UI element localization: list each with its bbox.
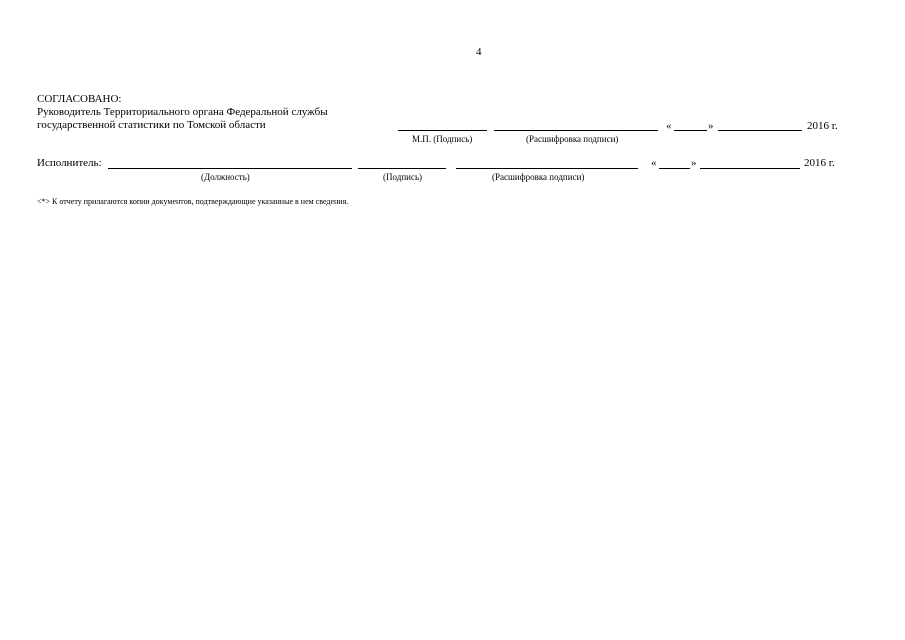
executor-year: 2016 г. [804,157,835,169]
executor-signature-line [358,168,446,169]
executor-date-close-quote: » [691,157,697,169]
executor-position-line [108,168,352,169]
approval-heading: СОГЛАСОВАНО: [37,93,122,105]
executor-position-label: (Должность) [201,172,250,182]
executor-day-line [659,168,690,169]
approver-role-line1: Руководитель Территориального органа Федеральной службы [37,106,328,118]
executor-date-open-quote: « [651,157,657,169]
footnote: <*> К отчету прилагаются копии документов, подтверждающие указанные в нем сведения. [37,197,349,206]
page-number: 4 [476,46,482,58]
executor-label: Исполнитель: [37,157,102,169]
approval-day-line [674,130,707,131]
approval-year: 2016 г. [807,120,838,132]
approver-role-line2: государственной статистики по Томской области [37,119,266,131]
executor-decoding-line [456,168,638,169]
executor-decoding-label: (Расшифровка подписи) [492,172,585,182]
approver-signature-line [398,130,487,131]
approver-mp-signature-label: М.П. (Подпись) [412,134,473,144]
approval-date-open-quote: « [666,120,672,132]
executor-month-line [700,168,800,169]
approver-decoding-label: (Расшифровка подписи) [526,134,619,144]
approval-month-line [718,130,802,131]
approver-decoding-line [494,130,658,131]
approval-date-close-quote: » [708,120,714,132]
executor-signature-label: (Подпись) [383,172,423,182]
